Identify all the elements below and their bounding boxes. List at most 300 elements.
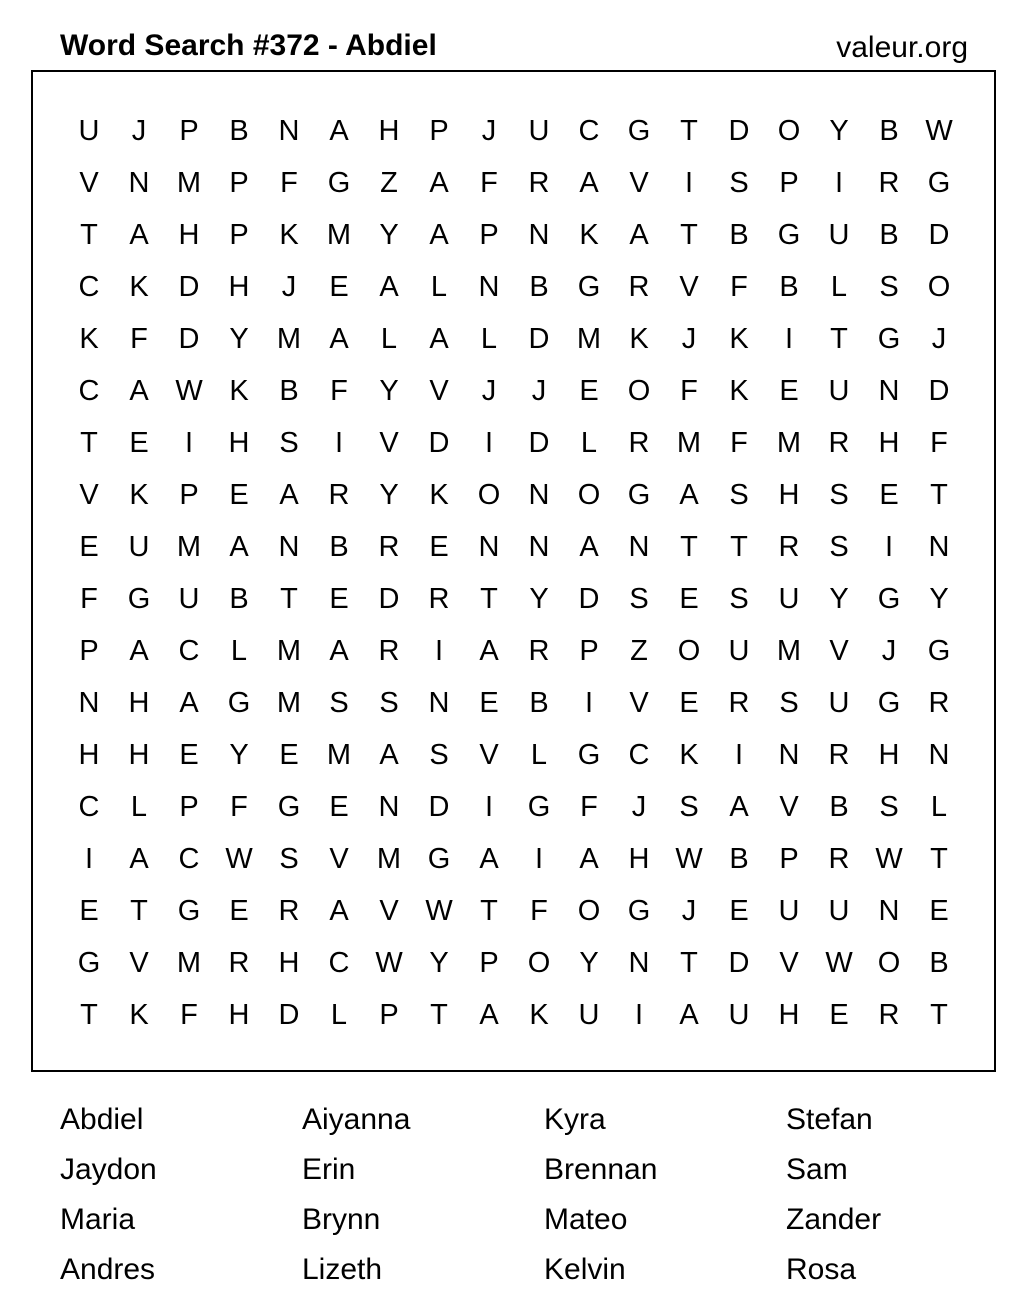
- word-list-item: Stefan: [786, 1103, 873, 1136]
- grid-letter: C: [78, 374, 100, 407]
- grid-letter: C: [178, 842, 200, 875]
- grid-letter: D: [728, 946, 750, 979]
- grid-letter: G: [427, 842, 451, 875]
- grid-letter: G: [527, 790, 551, 823]
- grid-letter: M: [676, 426, 702, 459]
- grid-letter: H: [228, 270, 250, 303]
- grid-letter: T: [680, 218, 698, 251]
- grid-letter: T: [680, 946, 698, 979]
- grid-letter: M: [776, 426, 802, 459]
- grid-letter: H: [778, 478, 800, 511]
- grid-letter: U: [828, 374, 850, 407]
- grid-letter: G: [627, 478, 651, 511]
- grid-letter: I: [634, 998, 644, 1031]
- grid-letter: D: [528, 426, 550, 459]
- grid-letter: K: [679, 738, 699, 771]
- grid-letter: R: [878, 998, 900, 1031]
- grid-letter: S: [829, 530, 849, 563]
- grid-letter: A: [129, 218, 149, 251]
- grid-letter: S: [279, 842, 299, 875]
- word-list-item: Kelvin: [544, 1253, 626, 1286]
- grid-letter: N: [928, 530, 950, 563]
- grid-letter: A: [729, 790, 749, 823]
- grid-letter: W: [225, 842, 253, 875]
- grid-letter: N: [878, 894, 900, 927]
- grid-letter: T: [930, 478, 948, 511]
- grid-letter: N: [928, 738, 950, 771]
- grid-letter: T: [80, 998, 98, 1031]
- grid-letter: I: [434, 634, 444, 667]
- grid-letter: G: [627, 114, 651, 147]
- grid-letter: S: [629, 582, 649, 615]
- grid-letter: E: [129, 426, 149, 459]
- grid-letter: H: [878, 426, 900, 459]
- grid-letter: Z: [630, 634, 648, 667]
- grid-letter: N: [428, 686, 450, 719]
- word-list-item: Andres: [60, 1253, 156, 1286]
- grid-letter: N: [528, 478, 550, 511]
- grid-letter: G: [877, 686, 901, 719]
- grid-letter: L: [930, 790, 948, 823]
- grid-letter: A: [329, 114, 349, 147]
- grid-letter: Y: [829, 114, 849, 147]
- grid-letter: R: [828, 738, 850, 771]
- grid-letter: Y: [429, 946, 449, 979]
- grid-letter: G: [627, 894, 651, 927]
- grid-letter: F: [330, 374, 348, 407]
- grid-letter: P: [179, 790, 199, 823]
- grid-letter: C: [628, 738, 650, 771]
- letter-grid: [64, 105, 964, 1041]
- grid-letter: D: [928, 218, 950, 251]
- grid-letter: M: [276, 686, 302, 719]
- grid-letter: M: [326, 738, 352, 771]
- grid-letter: U: [728, 998, 750, 1031]
- grid-letter: F: [280, 166, 298, 199]
- grid-letter: M: [176, 166, 202, 199]
- word-list-item: Sam: [786, 1153, 848, 1186]
- grid-letter: B: [529, 686, 549, 719]
- grid-letter: V: [829, 634, 849, 667]
- grid-letter: W: [925, 114, 953, 147]
- word-list-item: Abdiel: [60, 1103, 144, 1136]
- grid-letter: F: [130, 322, 148, 355]
- grid-letter: V: [779, 790, 799, 823]
- grid-letter: W: [825, 946, 853, 979]
- grid-letter: P: [79, 634, 99, 667]
- grid-letter: V: [479, 738, 499, 771]
- grid-letter: V: [329, 842, 349, 875]
- grid-letter: J: [881, 634, 897, 667]
- grid-letter: S: [429, 738, 449, 771]
- grid-letter: S: [729, 478, 749, 511]
- grid-letter: A: [479, 842, 499, 875]
- word-list-item: Zander: [786, 1203, 882, 1236]
- grid-letter: A: [679, 998, 699, 1031]
- grid-letter: K: [129, 270, 149, 303]
- grid-letter: R: [728, 686, 750, 719]
- grid-letter: C: [328, 946, 350, 979]
- grid-letter: K: [529, 998, 549, 1031]
- grid-letter: I: [834, 166, 844, 199]
- grid-letter: J: [681, 894, 697, 927]
- grid-letter: U: [828, 686, 850, 719]
- grid-letter: G: [327, 166, 351, 199]
- grid-letter: A: [429, 218, 449, 251]
- grid-letter: D: [178, 270, 200, 303]
- grid-letter: T: [80, 218, 98, 251]
- grid-letter: R: [328, 478, 350, 511]
- grid-letter: H: [78, 738, 100, 771]
- grid-letter: B: [879, 218, 899, 251]
- grid-letter: E: [329, 270, 349, 303]
- grid-letter: L: [430, 270, 448, 303]
- grid-letter: A: [579, 166, 599, 199]
- grid-letter: A: [379, 270, 399, 303]
- grid-letter: L: [130, 790, 148, 823]
- grid-letter: T: [280, 582, 298, 615]
- grid-letter: Y: [829, 582, 849, 615]
- grid-letter: P: [229, 218, 249, 251]
- word-list-item: Lizeth: [302, 1253, 383, 1286]
- grid-letter: P: [779, 842, 799, 875]
- grid-letter: V: [679, 270, 699, 303]
- grid-letter: L: [530, 738, 548, 771]
- grid-letter: N: [78, 686, 100, 719]
- grid-letter: H: [128, 686, 150, 719]
- grid-letter: S: [879, 790, 899, 823]
- grid-letter: H: [378, 114, 400, 147]
- puzzle-title: Word Search #372 - Abdiel: [60, 29, 437, 62]
- grid-letter: F: [730, 270, 748, 303]
- grid-letter: E: [829, 998, 849, 1031]
- grid-letter: D: [728, 114, 750, 147]
- grid-letter: R: [778, 530, 800, 563]
- grid-letter: E: [929, 894, 949, 927]
- grid-letter: G: [877, 322, 901, 355]
- grid-letter: E: [229, 478, 249, 511]
- grid-letter: E: [429, 530, 449, 563]
- grid-letter: U: [828, 894, 850, 927]
- grid-letter: H: [178, 218, 200, 251]
- grid-letter: G: [877, 582, 901, 615]
- grid-letter: L: [230, 634, 248, 667]
- grid-letter: K: [129, 998, 149, 1031]
- grid-letter: A: [579, 842, 599, 875]
- grid-letter: I: [584, 686, 594, 719]
- grid-letter: E: [179, 738, 199, 771]
- grid-letter: P: [779, 166, 799, 199]
- grid-letter: I: [484, 426, 494, 459]
- grid-letter: O: [677, 634, 701, 667]
- grid-letter: K: [129, 478, 149, 511]
- grid-letter: B: [229, 582, 249, 615]
- grid-letter: M: [276, 322, 302, 355]
- grid-letter: K: [229, 374, 249, 407]
- grid-letter: V: [79, 478, 99, 511]
- grid-letter: M: [326, 218, 352, 251]
- grid-letter: P: [379, 998, 399, 1031]
- grid-letter: R: [878, 166, 900, 199]
- grid-letter: R: [378, 530, 400, 563]
- grid-letter: K: [729, 374, 749, 407]
- grid-letter: H: [228, 998, 250, 1031]
- grid-letter: U: [778, 582, 800, 615]
- word-list-item: Aiyanna: [302, 1103, 411, 1136]
- grid-letter: R: [278, 894, 300, 927]
- grid-letter: P: [229, 166, 249, 199]
- grid-letter: D: [428, 426, 450, 459]
- grid-letter: G: [177, 894, 201, 927]
- grid-letter: S: [379, 686, 399, 719]
- grid-letter: N: [528, 530, 550, 563]
- grid-letter: T: [830, 322, 848, 355]
- grid-letter: D: [528, 322, 550, 355]
- grid-letter: O: [927, 270, 951, 303]
- grid-letter: S: [679, 790, 699, 823]
- grid-letter: H: [778, 998, 800, 1031]
- grid-letter: H: [228, 426, 250, 459]
- grid-letter: S: [279, 426, 299, 459]
- grid-letter: D: [378, 582, 400, 615]
- grid-letter: G: [77, 946, 101, 979]
- grid-letter: T: [680, 530, 698, 563]
- word-list-item: Rosa: [786, 1253, 857, 1286]
- grid-letter: A: [329, 894, 349, 927]
- grid-letter: G: [927, 166, 951, 199]
- grid-letter: E: [279, 738, 299, 771]
- grid-letter: E: [79, 530, 99, 563]
- grid-letter: W: [875, 842, 903, 875]
- site-name: valeur.org: [836, 31, 968, 64]
- grid-letter: G: [577, 738, 601, 771]
- grid-letter: I: [784, 322, 794, 355]
- grid-letter: T: [480, 894, 498, 927]
- grid-letter: H: [128, 738, 150, 771]
- grid-letter: E: [229, 894, 249, 927]
- grid-letter: V: [379, 894, 399, 927]
- grid-letter: E: [729, 894, 749, 927]
- grid-letter: O: [577, 894, 601, 927]
- grid-letter: R: [628, 270, 650, 303]
- grid-letter: G: [577, 270, 601, 303]
- grid-letter: K: [279, 218, 299, 251]
- grid-letter: N: [278, 530, 300, 563]
- grid-letter: T: [730, 530, 748, 563]
- grid-letter: M: [176, 946, 202, 979]
- grid-letter: R: [928, 686, 950, 719]
- grid-letter: I: [684, 166, 694, 199]
- grid-letter: N: [628, 530, 650, 563]
- grid-letter: R: [828, 842, 850, 875]
- grid-letter: D: [278, 998, 300, 1031]
- grid-letter: I: [84, 842, 94, 875]
- grid-letter: K: [629, 322, 649, 355]
- grid-letter: G: [927, 634, 951, 667]
- word-list-item: Mateo: [544, 1203, 628, 1236]
- grid-letter: U: [128, 530, 150, 563]
- grid-letter: A: [229, 530, 249, 563]
- grid-letter: G: [777, 218, 801, 251]
- grid-letter: J: [631, 790, 647, 823]
- grid-letter: I: [484, 790, 494, 823]
- grid-letter: R: [528, 166, 550, 199]
- grid-letter: D: [428, 790, 450, 823]
- grid-letter: A: [329, 322, 349, 355]
- word-list-item: Maria: [60, 1203, 136, 1236]
- grid-letter: R: [828, 426, 850, 459]
- grid-letter: A: [279, 478, 299, 511]
- grid-letter: T: [680, 114, 698, 147]
- grid-letter: F: [530, 894, 548, 927]
- grid-letter: P: [429, 114, 449, 147]
- grid-letter: A: [129, 842, 149, 875]
- grid-letter: I: [334, 426, 344, 459]
- grid-letter: C: [78, 270, 100, 303]
- grid-letter: N: [628, 946, 650, 979]
- grid-letter: K: [579, 218, 599, 251]
- grid-letter: U: [728, 634, 750, 667]
- word-list: [60, 1100, 1028, 1300]
- grid-letter: J: [281, 270, 297, 303]
- grid-letter: C: [578, 114, 600, 147]
- grid-letter: J: [531, 374, 547, 407]
- grid-letter: L: [380, 322, 398, 355]
- grid-letter: A: [329, 634, 349, 667]
- grid-letter: W: [175, 374, 203, 407]
- grid-letter: O: [477, 478, 501, 511]
- grid-letter: D: [928, 374, 950, 407]
- grid-letter: T: [130, 894, 148, 927]
- grid-letter: R: [528, 634, 550, 667]
- grid-letter: A: [179, 686, 199, 719]
- grid-letter: E: [329, 582, 349, 615]
- word-list-item: Jaydon: [60, 1153, 157, 1186]
- grid-letter: A: [629, 218, 649, 251]
- grid-letter: R: [378, 634, 400, 667]
- grid-letter: E: [679, 686, 699, 719]
- grid-letter: U: [828, 218, 850, 251]
- word-list-item: Brynn: [302, 1203, 381, 1236]
- grid-letter: F: [930, 426, 948, 459]
- grid-letter: J: [481, 374, 497, 407]
- grid-letter: F: [680, 374, 698, 407]
- grid-letter: Y: [229, 322, 249, 355]
- grid-letter: E: [879, 478, 899, 511]
- grid-letter: R: [228, 946, 250, 979]
- grid-letter: U: [778, 894, 800, 927]
- grid-letter: V: [379, 426, 399, 459]
- grid-letter: F: [580, 790, 598, 823]
- grid-letter: P: [179, 478, 199, 511]
- grid-letter: K: [729, 322, 749, 355]
- grid-letter: U: [528, 114, 550, 147]
- grid-letter: P: [479, 946, 499, 979]
- grid-letter: B: [729, 842, 749, 875]
- grid-letter: V: [629, 166, 649, 199]
- grid-letter: M: [576, 322, 602, 355]
- grid-letter: K: [429, 478, 449, 511]
- grid-letter: B: [229, 114, 249, 147]
- grid-letter: J: [931, 322, 947, 355]
- grid-letter: B: [779, 270, 799, 303]
- grid-letter: S: [729, 166, 749, 199]
- grid-letter: N: [478, 530, 500, 563]
- grid-letter: H: [278, 946, 300, 979]
- grid-letter: Y: [929, 582, 949, 615]
- grid-letter: M: [376, 842, 402, 875]
- grid-letter: I: [884, 530, 894, 563]
- grid-letter: N: [378, 790, 400, 823]
- grid-letter: A: [129, 634, 149, 667]
- grid-letter: E: [779, 374, 799, 407]
- grid-letter: D: [578, 582, 600, 615]
- grid-letter: E: [329, 790, 349, 823]
- grid-letter: Y: [379, 478, 399, 511]
- grid-letter: I: [534, 842, 544, 875]
- grid-letter: T: [930, 998, 948, 1031]
- grid-letter: M: [276, 634, 302, 667]
- grid-letter: S: [879, 270, 899, 303]
- grid-letter: V: [779, 946, 799, 979]
- grid-letter: Y: [379, 374, 399, 407]
- grid-letter: B: [329, 530, 349, 563]
- grid-letter: W: [375, 946, 403, 979]
- grid-letter: N: [528, 218, 550, 251]
- grid-letter: E: [579, 374, 599, 407]
- grid-letter: B: [929, 946, 949, 979]
- grid-letter: B: [279, 374, 299, 407]
- grid-letter: T: [430, 998, 448, 1031]
- grid-letter: E: [479, 686, 499, 719]
- grid-letter: K: [79, 322, 99, 355]
- grid-letter: A: [479, 998, 499, 1031]
- grid-letter: O: [527, 946, 551, 979]
- grid-letter: J: [131, 114, 147, 147]
- grid-letter: B: [829, 790, 849, 823]
- grid-letter: O: [877, 946, 901, 979]
- grid-letter: C: [178, 634, 200, 667]
- grid-letter: V: [629, 686, 649, 719]
- grid-letter: F: [730, 426, 748, 459]
- grid-letter: P: [579, 634, 599, 667]
- grid-letter: I: [734, 738, 744, 771]
- grid-letter: O: [777, 114, 801, 147]
- grid-letter: P: [179, 114, 199, 147]
- grid-letter: E: [79, 894, 99, 927]
- grid-letter: F: [480, 166, 498, 199]
- grid-letter: Y: [229, 738, 249, 771]
- grid-letter: A: [379, 738, 399, 771]
- grid-letter: A: [579, 530, 599, 563]
- grid-letter: D: [178, 322, 200, 355]
- grid-letter: S: [329, 686, 349, 719]
- grid-letter: F: [80, 582, 98, 615]
- grid-letter: J: [681, 322, 697, 355]
- grid-letter: G: [227, 686, 251, 719]
- grid-letter: E: [679, 582, 699, 615]
- grid-letter: O: [577, 478, 601, 511]
- grid-letter: F: [180, 998, 198, 1031]
- grid-letter: U: [178, 582, 200, 615]
- grid-letter: T: [930, 842, 948, 875]
- grid-letter: T: [80, 426, 98, 459]
- grid-letter: U: [78, 114, 100, 147]
- grid-letter: V: [129, 946, 149, 979]
- grid-letter: S: [729, 582, 749, 615]
- grid-letter: L: [480, 322, 498, 355]
- word-list-item: Brennan: [544, 1153, 658, 1186]
